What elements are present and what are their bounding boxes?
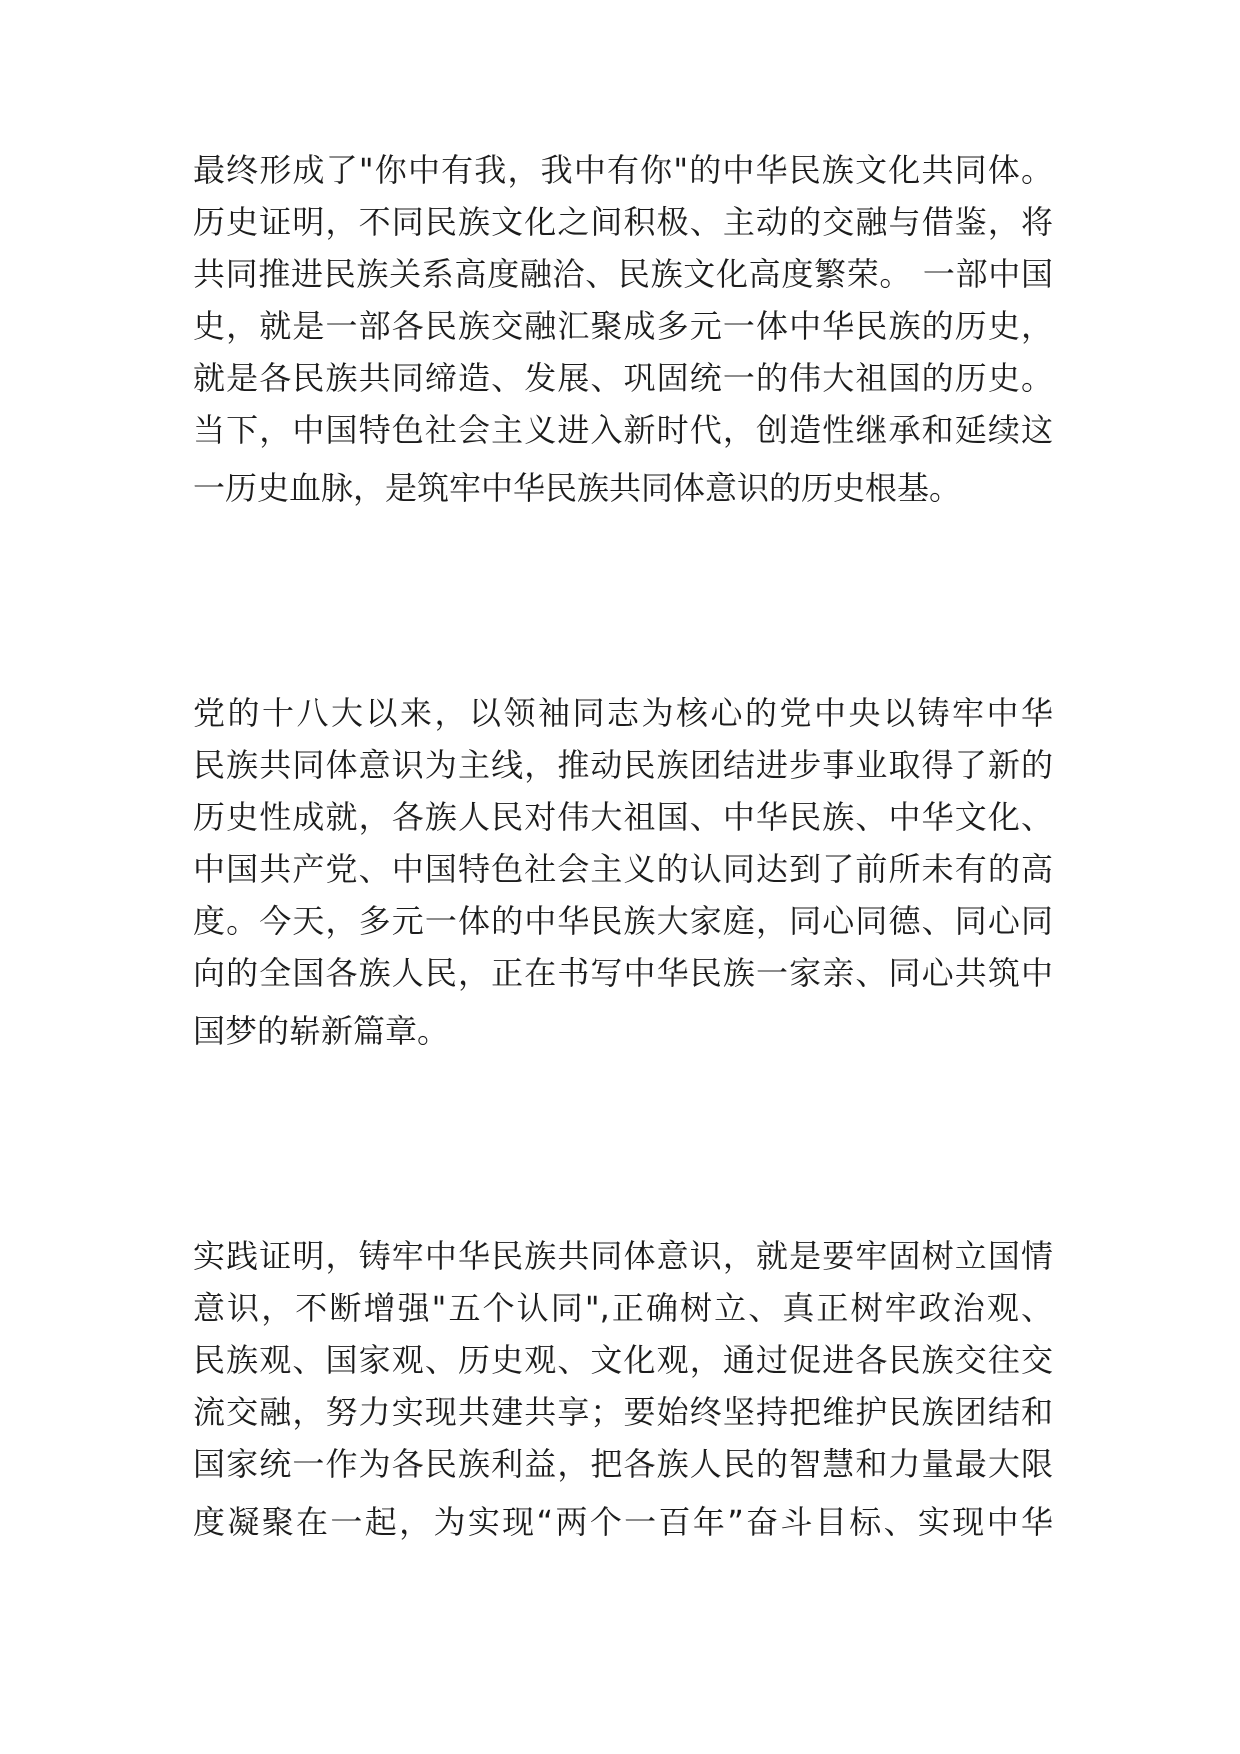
text-line: 历史证明，不同民族文化之间积极、主动的交融与借鉴，将 [193, 203, 1053, 241]
text-line: 当下，中国特色社会主义进入新时代，创造性继承和延续这 [193, 411, 1053, 449]
text-line: 民族共同体意识为主线，推动民族团结进步事业取得了新的 [193, 746, 1053, 784]
text-line: 实践证明，铸牢中华民族共同体意识，就是要牢固树立国情 [193, 1237, 1053, 1275]
text-line: 一历史血脉，是筑牢中华民族共同体意识的历史根基。 [193, 469, 962, 507]
text-line: 就是各民族共同缔造、发展、巩固统一的伟大祖国的历史。 [193, 359, 1053, 397]
text-line: 最终形成了"你中有我，我中有你"的中华民族文化共同体。 [193, 151, 1053, 189]
text-line: 流交融，努力实现共建共享；要始终坚持把维护民族团结和 [193, 1393, 1053, 1431]
text-line: 意识，不断增强"五个认同",正确树立、真正树牢政治观、 [193, 1289, 1053, 1327]
text-line: 党的十八大以来，以领袖同志为核心的党中央以铸牢中华 [193, 694, 1053, 732]
text-line: 共同推进民族关系高度融洽、民族文化高度繁荣。 一部中国 [193, 255, 1053, 293]
text-line: 国梦的崭新篇章。 [193, 1012, 450, 1050]
text-line: 向的全国各族人民，正在书写中华民族一家亲、同心共筑中 [193, 954, 1053, 992]
text-line: 国家统一作为各民族利益，把各族人民的智慧和力量最大限 [193, 1445, 1053, 1483]
text-line: 度。今天，多元一体的中华民族大家庭，同心同德、同心同 [193, 902, 1053, 940]
text-line: 史，就是一部各民族交融汇聚成多元一体中华民族的历史， [193, 307, 1053, 345]
text-line: 民族观、国家观、历史观、文化观，通过促进各民族交往交 [193, 1341, 1053, 1379]
text-line: 历史性成就，各族人民对伟大祖国、中华民族、中华文化、 [193, 798, 1053, 836]
text-line: 度凝聚在一起，为实现“两个一百年”奋斗目标、实现中华 [193, 1503, 1053, 1541]
text-line: 中国共产党、中国特色社会主义的认同达到了前所未有的高 [193, 850, 1053, 888]
